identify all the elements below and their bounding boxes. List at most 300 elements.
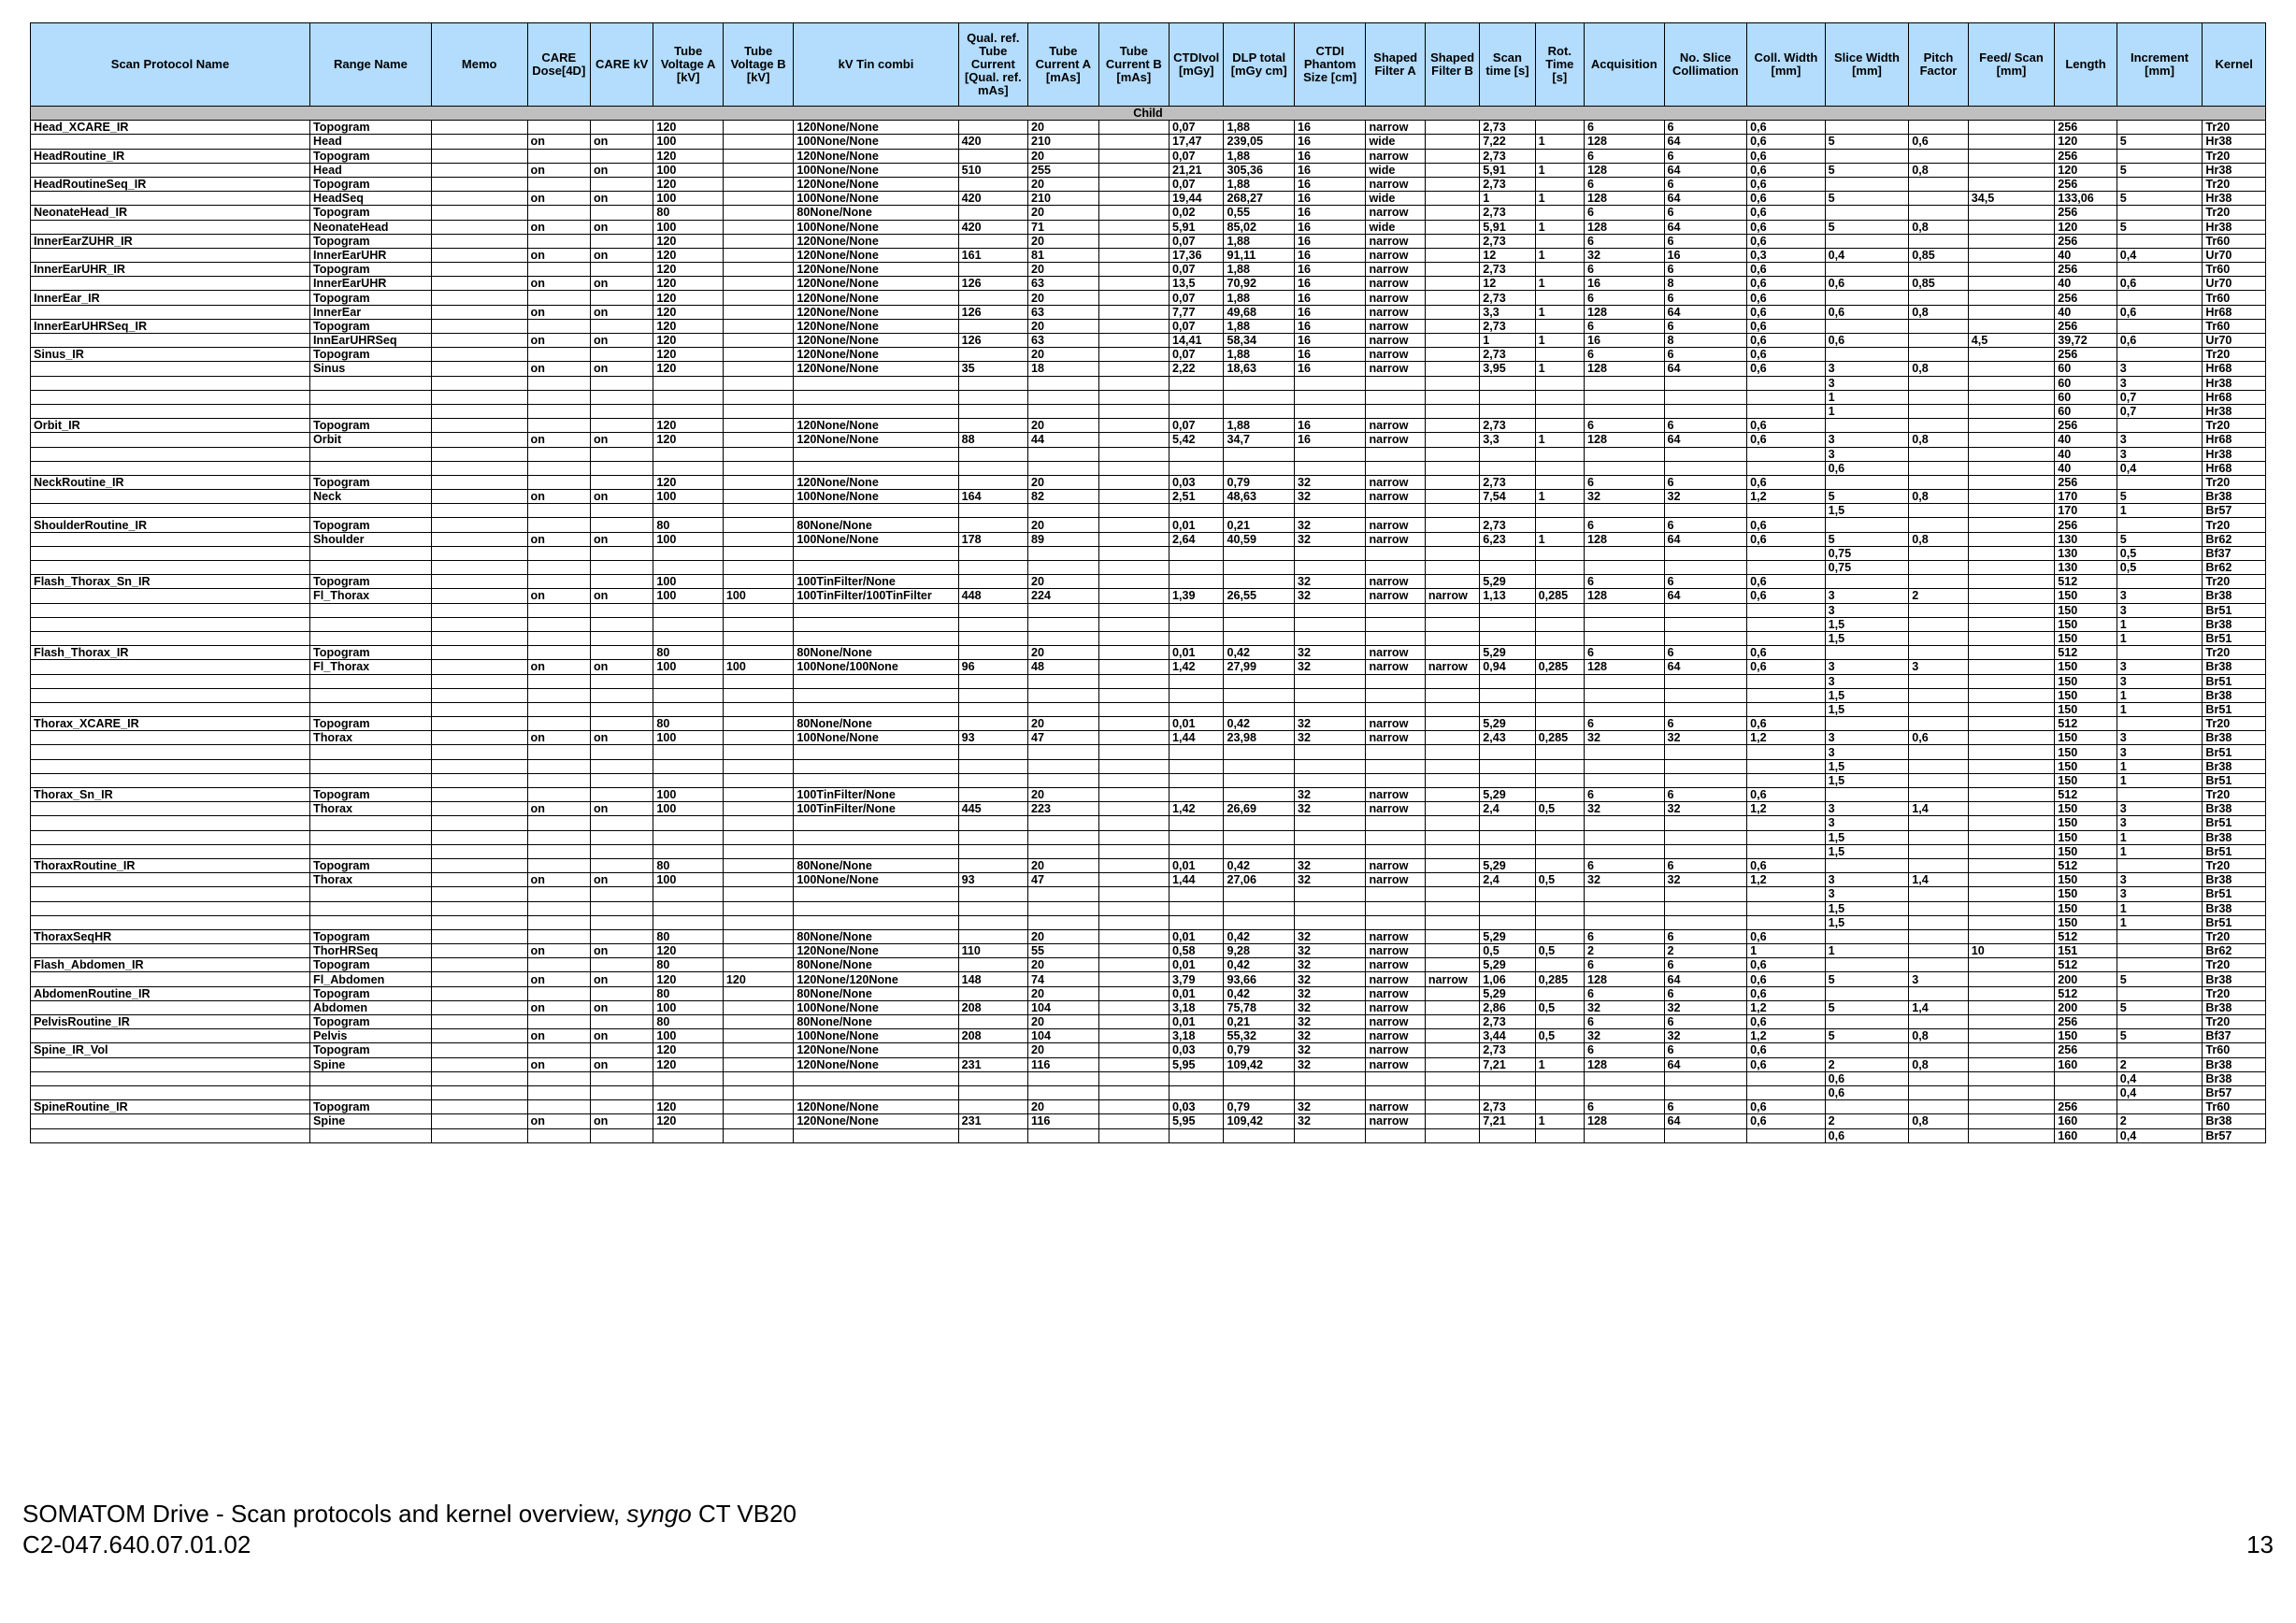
- table-cell: 0,6: [1747, 163, 1826, 177]
- table-cell: 1,5: [1825, 901, 1909, 915]
- table-cell: narrow: [1366, 858, 1425, 872]
- table-cell: 0,94: [1480, 660, 1535, 674]
- table-cell: [1584, 461, 1664, 475]
- table-cell: [958, 958, 1027, 972]
- table-cell: [1909, 773, 1968, 787]
- table-cell: 0,6: [2117, 305, 2203, 319]
- table-cell: 420: [958, 192, 1027, 206]
- table-cell: [1909, 546, 1968, 560]
- table-row: [31, 135, 2266, 149]
- table-cell: [1425, 1100, 1479, 1114]
- table-cell: 20: [1028, 518, 1099, 532]
- table-cell: [723, 575, 794, 589]
- table-row: [31, 1128, 2266, 1142]
- table-cell: 0,42: [1224, 646, 1295, 660]
- table-cell: Tr60: [2203, 1100, 2266, 1114]
- table-cell: [527, 206, 590, 220]
- table-cell: narrow: [1366, 248, 1425, 262]
- table-cell: 5: [1825, 1000, 1909, 1014]
- table-cell: [431, 490, 527, 504]
- table-cell: [31, 1000, 310, 1014]
- table-cell: 1: [2117, 901, 2203, 915]
- table-cell: [1098, 319, 1170, 333]
- table-cell: 150: [2055, 617, 2117, 631]
- table-cell: [1909, 475, 1968, 489]
- table-cell: [431, 433, 527, 447]
- table-cell: [958, 518, 1027, 532]
- table-cell: 120None/None: [794, 234, 958, 248]
- table-cell: 6: [1584, 1043, 1664, 1057]
- table-cell: [590, 575, 653, 589]
- table-cell: 0,6: [1747, 589, 1826, 603]
- table-cell: 2,4: [1480, 873, 1535, 887]
- table-row: [31, 277, 2266, 291]
- table-cell: [1028, 1128, 1099, 1142]
- table-cell: [1028, 404, 1099, 418]
- table-cell: Shoulder: [310, 532, 432, 546]
- table-cell: [1664, 617, 1747, 631]
- table-cell: [1825, 121, 1909, 135]
- table-cell: 178: [958, 532, 1027, 546]
- table-cell: NeckRoutine_IR: [31, 475, 310, 489]
- table-cell: [1366, 561, 1425, 575]
- table-cell: Hr38: [2203, 192, 2266, 206]
- table-cell: 6: [1664, 958, 1747, 972]
- table-cell: 100None/None: [794, 192, 958, 206]
- column-header: Slice Width [mm]: [1825, 23, 1909, 107]
- table-cell: [1425, 277, 1479, 291]
- table-cell: 120None/None: [794, 121, 958, 135]
- table-cell: [1224, 447, 1295, 461]
- column-header: CTDIvol [mGy]: [1170, 23, 1224, 107]
- table-cell: [431, 858, 527, 872]
- table-cell: [723, 901, 794, 915]
- table-cell: InnEarUHRSeq: [310, 334, 432, 348]
- table-cell: 2,73: [1480, 1043, 1535, 1057]
- table-cell: 32: [1294, 475, 1366, 489]
- table-cell: 0,6: [1747, 575, 1826, 589]
- column-header: Memo: [431, 23, 527, 107]
- table-cell: 80: [653, 206, 723, 220]
- table-cell: [1664, 830, 1747, 844]
- table-cell: [2117, 475, 2203, 489]
- table-cell: [653, 390, 723, 404]
- table-cell: [1968, 788, 2055, 802]
- table-cell: [1747, 901, 1826, 915]
- table-cell: Thorax_XCARE_IR: [31, 717, 310, 731]
- table-cell: 0,8: [1909, 490, 1968, 504]
- table-cell: 0,6: [1747, 419, 1826, 433]
- table-cell: 109,42: [1224, 1057, 1295, 1071]
- table-cell: narrow: [1366, 334, 1425, 348]
- table-cell: wide: [1366, 163, 1425, 177]
- table-cell: [1664, 1071, 1747, 1085]
- table-cell: 120: [653, 334, 723, 348]
- table-row: [31, 1029, 2266, 1043]
- table-cell: [1535, 518, 1584, 532]
- table-cell: 1,88: [1224, 291, 1295, 305]
- table-cell: 120None/None: [794, 248, 958, 262]
- table-cell: [1098, 745, 1170, 759]
- table-cell: [723, 844, 794, 858]
- table-cell: [1747, 759, 1826, 773]
- table-cell: [310, 915, 432, 929]
- table-cell: [1584, 773, 1664, 787]
- table-cell: [1909, 929, 1968, 943]
- table-cell: 5: [1825, 532, 1909, 546]
- table-cell: [958, 759, 1027, 773]
- table-cell: [431, 759, 527, 773]
- table-cell: [1098, 887, 1170, 901]
- table-cell: [527, 419, 590, 433]
- table-cell: 1: [2117, 617, 2203, 631]
- table-cell: [1294, 447, 1366, 461]
- column-header: Feed/ Scan [mm]: [1968, 23, 2055, 107]
- table-cell: [653, 674, 723, 688]
- table-cell: 0,6: [1825, 461, 1909, 475]
- table-cell: 80None/None: [794, 646, 958, 660]
- table-row: [31, 915, 2266, 929]
- table-cell: [590, 646, 653, 660]
- table-cell: [1224, 688, 1295, 702]
- table-cell: [1028, 546, 1099, 560]
- table-cell: [590, 263, 653, 277]
- table-cell: 100: [653, 1000, 723, 1014]
- table-cell: [1425, 291, 1479, 305]
- table-cell: 224: [1028, 589, 1099, 603]
- table-cell: [1968, 646, 2055, 660]
- table-cell: 2,73: [1480, 348, 1535, 362]
- table-cell: 120: [2055, 135, 2117, 149]
- table-cell: [1664, 901, 1747, 915]
- table-cell: [590, 674, 653, 688]
- table-cell: 60: [2055, 362, 2117, 376]
- table-row: [31, 1100, 2266, 1114]
- table-cell: 0,6: [1747, 660, 1826, 674]
- table-cell: 0,6: [1747, 362, 1826, 376]
- table-cell: Tr20: [2203, 475, 2266, 489]
- table-cell: 32: [1664, 1000, 1747, 1014]
- table-cell: 5: [2117, 532, 2203, 546]
- table-row: [31, 1085, 2266, 1099]
- table-cell: Flash_Thorax_IR: [31, 646, 310, 660]
- table-cell: 1: [2117, 844, 2203, 858]
- protocol-sheet: [30, 22, 2266, 1143]
- table-cell: 1,4: [1909, 1000, 1968, 1014]
- table-cell: [1028, 461, 1099, 475]
- table-cell: [723, 546, 794, 560]
- table-cell: Bf37: [2203, 1029, 2266, 1043]
- table-cell: 20: [1028, 575, 1099, 589]
- table-cell: 256: [2055, 206, 2117, 220]
- table-cell: 40: [2055, 277, 2117, 291]
- table-cell: [1968, 561, 2055, 575]
- table-cell: 109,42: [1224, 1114, 1295, 1128]
- table-cell: [527, 1071, 590, 1085]
- table-cell: [590, 617, 653, 631]
- table-cell: [527, 844, 590, 858]
- table-cell: [1480, 561, 1535, 575]
- table-cell: [1224, 830, 1295, 844]
- table-cell: [1294, 901, 1366, 915]
- table-cell: on: [527, 362, 590, 376]
- table-cell: 2,51: [1170, 490, 1224, 504]
- table-cell: 63: [1028, 305, 1099, 319]
- table-cell: 164: [958, 490, 1027, 504]
- table-cell: on: [590, 660, 653, 674]
- table-cell: [1425, 149, 1479, 163]
- table-cell: 100: [653, 731, 723, 745]
- table-cell: [723, 348, 794, 362]
- table-cell: 16: [1294, 163, 1366, 177]
- table-cell: [1664, 702, 1747, 716]
- table-cell: 120None/None: [794, 433, 958, 447]
- table-cell: 0,4: [2117, 1071, 2203, 1085]
- table-cell: Br38: [2203, 1057, 2266, 1071]
- table-row: [31, 504, 2266, 518]
- table-cell: [1098, 788, 1170, 802]
- table-cell: [1170, 830, 1224, 844]
- table-cell: 0,79: [1224, 1043, 1295, 1057]
- table-cell: narrow: [1366, 206, 1425, 220]
- table-cell: Hr38: [2203, 376, 2266, 390]
- table-cell: [723, 1015, 794, 1029]
- table-cell: [1098, 1071, 1170, 1085]
- table-cell: 64: [1664, 1114, 1747, 1128]
- table-row: [31, 461, 2266, 475]
- table-cell: [527, 561, 590, 575]
- table-cell: [1098, 702, 1170, 716]
- table-cell: [1366, 390, 1425, 404]
- table-cell: 128: [1584, 163, 1664, 177]
- table-cell: [1747, 844, 1826, 858]
- table-cell: [723, 291, 794, 305]
- table-cell: 3: [1825, 603, 1909, 617]
- table-cell: 2,73: [1480, 149, 1535, 163]
- table-cell: [527, 291, 590, 305]
- table-cell: Tr20: [2203, 518, 2266, 532]
- table-cell: 3: [2117, 887, 2203, 901]
- table-cell: [1224, 759, 1295, 773]
- table-row: [31, 887, 2266, 901]
- table-cell: [794, 830, 958, 844]
- table-cell: [1098, 901, 1170, 915]
- table-cell: Tr60: [2203, 1043, 2266, 1057]
- table-cell: 305,36: [1224, 163, 1295, 177]
- table-cell: Tr20: [2203, 206, 2266, 220]
- table-cell: [794, 404, 958, 418]
- table-cell: [958, 631, 1027, 645]
- table-cell: [1664, 844, 1747, 858]
- table-cell: [310, 816, 432, 830]
- column-header: Length: [2055, 23, 2117, 107]
- table-cell: Topogram: [310, 575, 432, 589]
- table-cell: 126: [958, 277, 1027, 291]
- table-cell: [1480, 1128, 1535, 1142]
- table-cell: [1968, 433, 2055, 447]
- table-cell: 16: [1294, 263, 1366, 277]
- table-cell: [1425, 362, 1479, 376]
- table-cell: [1425, 1029, 1479, 1043]
- table-cell: [794, 702, 958, 716]
- table-cell: 16: [1294, 248, 1366, 262]
- table-cell: Br38: [2203, 830, 2266, 844]
- table-cell: 2,73: [1480, 121, 1535, 135]
- table-cell: 0,85: [1909, 248, 1968, 262]
- table-cell: [1425, 135, 1479, 149]
- table-cell: 3,95: [1480, 362, 1535, 376]
- table-cell: 130: [2055, 546, 2117, 560]
- table-cell: HeadRoutineSeq_IR: [31, 177, 310, 191]
- table-cell: [431, 546, 527, 560]
- table-cell: 0,6: [1747, 192, 1826, 206]
- table-cell: 120: [653, 419, 723, 433]
- table-cell: [1825, 348, 1909, 362]
- table-cell: 1,5: [1825, 688, 1909, 702]
- table-cell: [31, 1057, 310, 1071]
- table-cell: 512: [2055, 646, 2117, 660]
- table-cell: 6: [1664, 929, 1747, 943]
- table-cell: 5: [2117, 490, 2203, 504]
- table-cell: 80None/None: [794, 958, 958, 972]
- table-cell: [431, 404, 527, 418]
- table-cell: 0,8: [1909, 532, 1968, 546]
- table-cell: 26,55: [1224, 589, 1295, 603]
- table-cell: 64: [1664, 192, 1747, 206]
- table-cell: [1425, 234, 1479, 248]
- table-cell: 150: [2055, 915, 2117, 929]
- table-cell: Tr60: [2203, 319, 2266, 333]
- table-cell: [723, 688, 794, 702]
- table-cell: [527, 475, 590, 489]
- table-cell: [527, 759, 590, 773]
- table-cell: Topogram: [310, 518, 432, 532]
- table-cell: [1968, 887, 2055, 901]
- table-cell: 1,88: [1224, 419, 1295, 433]
- table-cell: 93: [958, 731, 1027, 745]
- table-cell: 0,6: [1747, 121, 1826, 135]
- table-cell: Topogram: [310, 149, 432, 163]
- table-cell: [1968, 1043, 2055, 1057]
- table-cell: narrow: [1366, 1000, 1425, 1014]
- table-cell: 0,03: [1170, 1100, 1224, 1114]
- table-cell: [1909, 447, 1968, 461]
- table-cell: 64: [1664, 589, 1747, 603]
- table-cell: [1535, 958, 1584, 972]
- table-cell: on: [527, 490, 590, 504]
- table-cell: 7,21: [1480, 1114, 1535, 1128]
- table-cell: 8: [1664, 277, 1747, 291]
- table-cell: [1098, 759, 1170, 773]
- table-cell: [1366, 603, 1425, 617]
- table-cell: [1747, 688, 1826, 702]
- table-cell: 6: [1584, 858, 1664, 872]
- table-cell: InnerEarUHR: [310, 248, 432, 262]
- table-cell: 0,5: [2117, 546, 2203, 560]
- table-cell: [1425, 929, 1479, 943]
- table-cell: [1294, 603, 1366, 617]
- table-cell: [958, 206, 1027, 220]
- table-cell: Hr68: [2203, 362, 2266, 376]
- table-cell: [723, 390, 794, 404]
- table-cell: 80None/None: [794, 717, 958, 731]
- table-row: [31, 759, 2266, 773]
- table-cell: [1224, 887, 1295, 901]
- table-cell: [1909, 858, 1968, 872]
- table-cell: [723, 447, 794, 461]
- table-cell: [1664, 404, 1747, 418]
- table-cell: InnerEar_IR: [31, 291, 310, 305]
- table-cell: 32: [1584, 731, 1664, 745]
- table-row: [31, 972, 2266, 986]
- table-cell: Ur70: [2203, 334, 2266, 348]
- table-cell: 256: [2055, 475, 2117, 489]
- table-cell: 5: [1825, 163, 1909, 177]
- table-cell: narrow: [1366, 277, 1425, 291]
- table-cell: 32: [1664, 731, 1747, 745]
- column-header: CTDI Phantom Size [cm]: [1294, 23, 1366, 107]
- table-row: [31, 603, 2266, 617]
- table-cell: [1425, 603, 1479, 617]
- footer-doc-number: C2-047.640.07.01.02: [22, 1530, 251, 1558]
- table-cell: 0,6: [1747, 334, 1826, 348]
- table-cell: [1425, 163, 1479, 177]
- table-cell: 20: [1028, 206, 1099, 220]
- table-cell: 100: [653, 1029, 723, 1043]
- table-cell: on: [590, 305, 653, 319]
- table-cell: 1,4: [1909, 873, 1968, 887]
- table-cell: 6: [1664, 263, 1747, 277]
- table-cell: [527, 887, 590, 901]
- table-cell: [527, 1100, 590, 1114]
- table-cell: wide: [1366, 220, 1425, 234]
- table-cell: [1909, 419, 1968, 433]
- table-cell: [1294, 745, 1366, 759]
- table-cell: 20: [1028, 646, 1099, 660]
- table-cell: [1968, 376, 2055, 390]
- table-cell: [1098, 348, 1170, 362]
- table-cell: [1224, 915, 1295, 929]
- table-cell: [431, 901, 527, 915]
- table-cell: 2,73: [1480, 1015, 1535, 1029]
- table-cell: 0,4: [1825, 248, 1909, 262]
- table-cell: [1366, 887, 1425, 901]
- table-cell: [1425, 263, 1479, 277]
- table-cell: 0,42: [1224, 717, 1295, 731]
- table-cell: 5: [2117, 135, 2203, 149]
- table-cell: 1,44: [1170, 873, 1224, 887]
- table-cell: [431, 149, 527, 163]
- table-cell: [431, 844, 527, 858]
- table-cell: [1028, 745, 1099, 759]
- table-cell: [1584, 404, 1664, 418]
- table-cell: [1664, 887, 1747, 901]
- table-cell: [31, 277, 310, 291]
- table-cell: 3: [2117, 376, 2203, 390]
- table-cell: NeonateHead_IR: [31, 206, 310, 220]
- table-cell: [527, 788, 590, 802]
- table-cell: 1: [1747, 944, 1826, 958]
- table-cell: Fl_Thorax: [310, 589, 432, 603]
- table-cell: [590, 858, 653, 872]
- table-row: [31, 121, 2266, 135]
- table-row: [31, 192, 2266, 206]
- table-cell: [2117, 1100, 2203, 1114]
- table-cell: [1535, 986, 1584, 1000]
- table-cell: [1425, 248, 1479, 262]
- table-cell: [723, 121, 794, 135]
- table-cell: [1294, 1085, 1366, 1099]
